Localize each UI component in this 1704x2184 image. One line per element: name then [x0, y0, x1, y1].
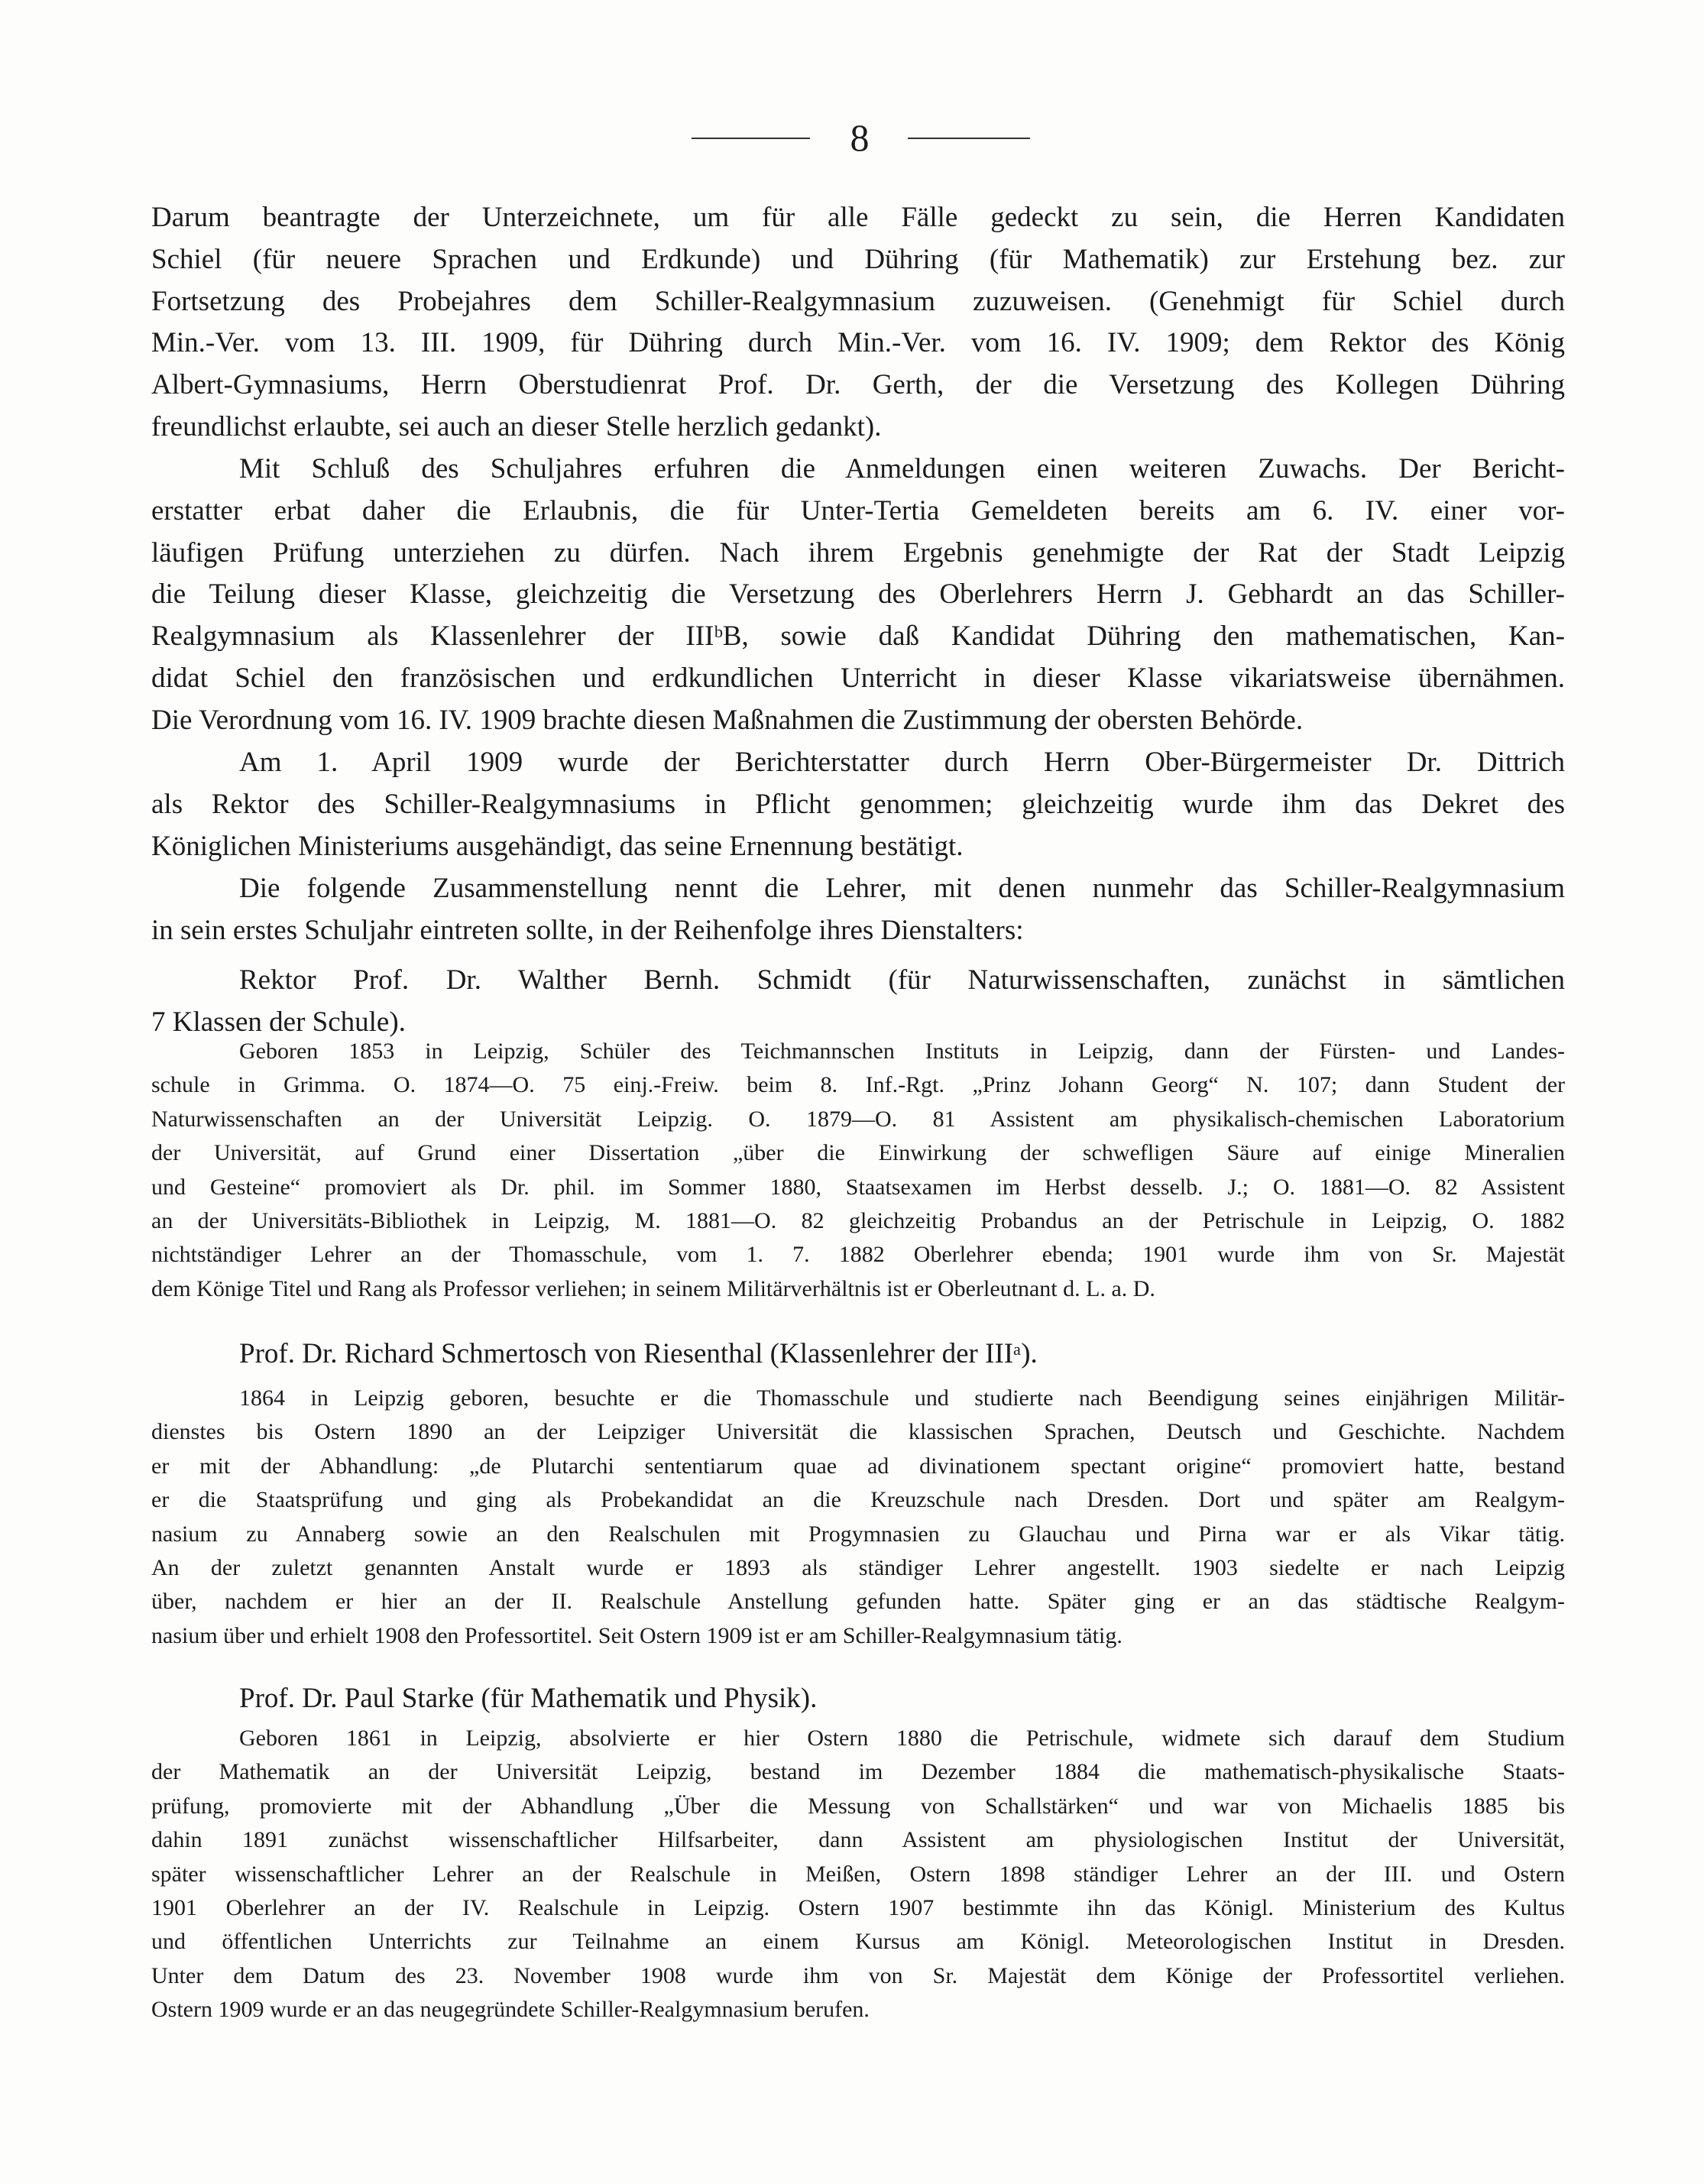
text-line: läufigen Prüfung unterziehen zu dürfen. Nach ihrem Ergebnis genehmigte der Rat der Stadt Leipzig: [151, 536, 1565, 569]
text-line: nasium über und erhielt 1908 den Professortitel. Seit Ostern 1909 ist er am Schiller-Realgymnasium tätig.: [151, 1622, 1123, 1648]
text-line: schule in Grimma. O. 1874—O. 75 einj.-Freiw. beim 8. Inf.-Rgt. „Prinz Johann Georg“ N. 107; dann Student der: [151, 1072, 1565, 1098]
text-line: 1864 in Leipzig geboren, besuchte er die Thomasschule und studierte nach Beendigung seines einjährigen Militär-: [239, 1385, 1565, 1411]
text-line: Prof. Dr. Richard Schmertosch von Riesenthal (Klassenlehrer der IIIᵃ).: [239, 1338, 1038, 1369]
biography-schmidt: [151, 1035, 1565, 1306]
text-line: 1901 Oberlehrer an der IV. Realschule in Leipzig. Ostern 1907 bestimmte ihn das Königl. Ministerium des Kultus: [151, 1894, 1565, 1920]
text-line: Rektor Prof. Dr. Walther Bernh. Schmidt (für Naturwissenschaften, zunächst in sämtlichen: [239, 964, 1565, 996]
text-line: prüfung, promovierte mit der Abhandlung „Über die Messung von Schallstärken“ und war von Michaelis 1885 bis: [151, 1793, 1565, 1819]
text-line: Prof. Dr. Paul Starke (für Mathematik und Physik).: [239, 1683, 818, 1714]
text-line: er die Staatsprüfung und ging als Probekandidat an die Kreuzschule nach Dresden. Dort und später am Realgym-: [151, 1487, 1565, 1513]
text-line: didat Schiel den französischen und erdkundlichen Unterricht in dieser Klasse vikariatsweise übernähmen.: [151, 662, 1565, 694]
text-line: und öffentlichen Unterrichts zur Teilnahme an einem Kursus am Königl. Meteorologischen Institut in Dresden.: [151, 1929, 1565, 1955]
text-line: Königlichen Ministeriums ausgehändigt, das seine Ernennung bestätigt.: [151, 830, 964, 862]
text-line: als Rektor des Schiller-Realgymnasiums in Pflicht genommen; gleichzeitig wurde ihm das Dekret des: [151, 788, 1565, 820]
text-line: der Mathematik an der Universität Leipzig, bestand im Dezember 1884 die mathematisch-physikalische Staats-: [151, 1759, 1565, 1785]
text-line: 7 Klassen der Schule).: [151, 1006, 406, 1038]
text-line: Albert-Gymnasiums, Herrn Oberstudienrat Prof. Dr. Gerth, der die Versetzung des Kollegen Dühring: [151, 369, 1565, 401]
biography-schmertosch: [151, 1382, 1565, 1653]
text-line: Mit Schluß des Schuljahres erfuhren die Anmeldungen einen weiteren Zuwachs. Der Bericht-: [239, 453, 1565, 484]
teacher-heading-schmidt: [151, 960, 1565, 1044]
text-line: erstatter erbat daher die Erlaubnis, die für Unter-Tertia Gemeldeten bereits am 6. IV. einer vor-: [151, 494, 1565, 527]
text-line: nichtständiger Lehrer an der Thomasschule, vom 1. 7. 1882 Oberlehrer ebenda; 1901 wurde ihm von Sr. Majestät: [151, 1242, 1565, 1268]
teacher-heading-starke: [151, 1678, 1565, 1720]
text-line: dienstes bis Ostern 1890 an der Leipziger Universität die klassischen Sprachen, Deutsch und Geschichte. Nachdem: [151, 1419, 1565, 1445]
text-line: Die folgende Zusammenstellung nennt die Lehrer, mit denen nunmehr das Schiller-Realgymnasium: [239, 873, 1565, 904]
header-rule-left: [692, 138, 810, 139]
page-number: 8: [850, 116, 870, 159]
page-header: [0, 115, 1704, 160]
text-line: später wissenschaftlicher Lehrer an der Realschule in Meißen, Ostern 1898 ständiger Lehrer an der III. und Ostern: [151, 1861, 1565, 1887]
text-line: die Teilung dieser Klasse, gleichzeitig die Versetzung des Oberlehrers Herrn J. Gebhardt an das Schiller-: [151, 578, 1565, 611]
text-line: freundlichst erlaubte, sei auch an dieser Stelle herzlich gedankt).: [151, 410, 882, 442]
text-line: An der zuletzt genannten Anstalt wurde er 1893 als ständiger Lehrer angestellt. 1903 siedelte er nach Leipzig: [151, 1554, 1565, 1580]
text-line: der Universität, auf Grund einer Dissertation „über die Einwirkung der schwefligen Säure auf einige Mineralien: [151, 1140, 1565, 1166]
text-line: Realgymnasium als Klassenlehrer der IIIᵇB, sowie daß Kandidat Dühring den mathematischen, Kan-: [151, 621, 1565, 653]
text-line: in sein erstes Schuljahr eintreten sollte, in der Reihenfolge ihres Dienstalters:: [151, 914, 1024, 946]
paragraph-3: [151, 742, 1565, 867]
text-line: dem Könige Titel und Rang als Professor verliehen; in seinem Militärverhältnis ist er Oberleutnant d. L. a. D.: [151, 1275, 1155, 1301]
text-line: Unter dem Datum des 23. November 1908 wurde ihm von Sr. Majestät dem Könige der Professortitel verliehen.: [151, 1962, 1565, 1988]
text-line: Fortsetzung des Probejahres dem Schiller-Realgymnasium zuzuweisen. (Genehmigt für Schiel durch: [151, 285, 1565, 317]
text-line: er mit der Abhandlung: „de Plutarchi sententiarum quae ad divinationem spectant origine“ promoviert hatte, bestand: [151, 1453, 1565, 1479]
text-line: über, nachdem er hier an der II. Realschule Anstellung gefunden hatte. Später ging er an das städtische Realgym-: [151, 1589, 1565, 1615]
paragraph-1: [151, 197, 1565, 449]
text-line: Am 1. April 1909 wurde der Berichterstatter durch Herrn Ober-Bürgermeister Dr. Dittrich: [239, 747, 1565, 778]
biography-starke: [151, 1722, 1565, 2027]
text-line: Schiel (für neuere Sprachen und Erdkunde) und Dühring (für Mathematik) zur Erstehung bez. zur: [151, 243, 1565, 275]
text-line: und Gesteine“ promoviert als Dr. phil. im Sommer 1880, Staatsexamen im Herbst desselb. J.; O. 1881—O. 82 Assistent: [151, 1174, 1565, 1200]
paragraph-4: [151, 868, 1565, 952]
paragraph-2: [151, 449, 1565, 742]
text-line: nasium zu Annaberg sowie an den Realschulen mit Progymnasien zu Glauchau und Pirna war er als Vikar tätig.: [151, 1521, 1565, 1547]
text-line: dahin 1891 zunächst wissenschaftlicher Hilfsarbeiter, dann Assistent am physiologischen Institut der Universität,: [151, 1827, 1565, 1853]
teacher-heading-schmertosch: [151, 1333, 1565, 1376]
text-line: an der Universitäts-Bibliothek in Leipzig, M. 1881—O. 82 gleichzeitig Probandus an der Petrischule in Leipzig, O. 1882: [151, 1207, 1565, 1233]
text-line: Geboren 1861 in Leipzig, absolvierte er hier Ostern 1880 die Petrischule, widmete sich darauf dem Studium: [239, 1725, 1565, 1751]
text-line: Die Verordnung vom 16. IV. 1909 brachte diesen Maßnahmen die Zustimmung der obersten Behörde.: [151, 704, 1304, 736]
text-line: Geboren 1853 in Leipzig, Schüler des Teichmannschen Instituts in Leipzig, dann der Fürsten- und Landes-: [239, 1039, 1565, 1064]
text-line: Min.-Ver. vom 13. III. 1909, für Dühring durch Min.-Ver. vom 16. IV. 1909; dem Rektor des König: [151, 327, 1565, 359]
text-line: Ostern 1909 wurde er an das neugegründete Schiller-Realgymnasium berufen.: [151, 1997, 870, 2023]
text-line: Naturwissenschaften an der Universität Leipzig. O. 1879—O. 81 Assistent am physikalisch-chemischen Laboratorium: [151, 1106, 1565, 1132]
text-line: Darum beantragte der Unterzeichnete, um für alle Fälle gedeckt zu sein, die Herren Kandidaten: [151, 202, 1565, 233]
header-rule-right: [908, 138, 1030, 139]
